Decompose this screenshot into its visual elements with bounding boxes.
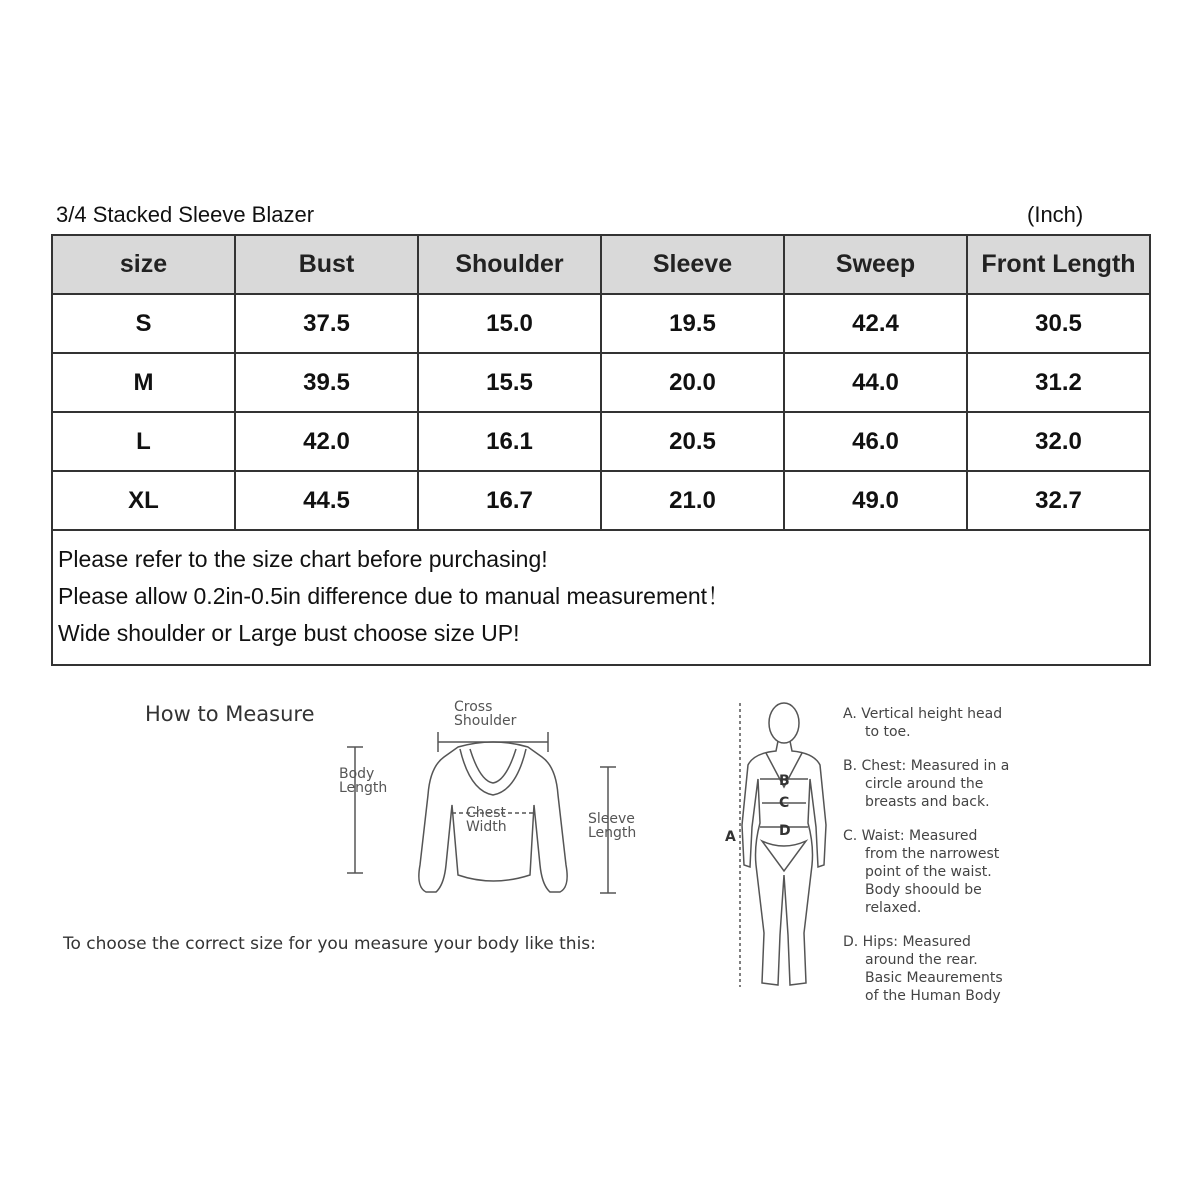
note-line: Please allow 0.2in-0.5in difference due to manual measurement！: [58, 583, 731, 609]
legend-item-c: [843, 827, 1009, 917]
chest-width-label: Chest: [466, 805, 507, 821]
table-row: [52, 353, 1150, 412]
table-cell: 46.0: [784, 412, 967, 471]
legend-line: circle around the: [865, 776, 984, 792]
body-diagram: [720, 695, 835, 995]
table-cell: 32.7: [967, 471, 1150, 530]
body-length-label: Length: [339, 780, 388, 796]
unit-label: (Inch): [1027, 202, 1084, 227]
cross-shoulder-label: Shoulder: [454, 713, 517, 729]
column-header-shoulder: Shoulder: [418, 235, 601, 294]
marker-a: A: [725, 829, 736, 845]
note-line: Wide shoulder or Large bust choose size UP!: [58, 620, 520, 646]
table-header-row: [52, 235, 1150, 294]
legend-line: A. Vertical height head: [843, 706, 1003, 722]
table-row: [52, 412, 1150, 471]
how-to-measure-title: How to Measure: [145, 702, 315, 726]
column-header-bust: Bust: [235, 235, 418, 294]
table-cell: 42.0: [235, 412, 418, 471]
product-title: 3/4 Stacked Sleeve Blazer: [56, 202, 315, 227]
notes-cell: [52, 530, 1150, 665]
column-header-size: size: [52, 235, 235, 294]
table-cell: S: [52, 294, 235, 353]
sleeve-length-label: Sleeve: [588, 811, 635, 827]
legend-item-a: [843, 705, 1009, 741]
legend-line: from the narrowest: [865, 846, 1000, 862]
legend-line: breasts and back.: [865, 794, 990, 810]
table-cell: 42.4: [784, 294, 967, 353]
legend-line: Basic Meaurements: [865, 970, 1003, 986]
legend-line: B. Chest: Measured in a: [843, 758, 1010, 774]
notes-row: [52, 530, 1150, 665]
marker-c: C: [779, 795, 790, 811]
measurement-legend: [843, 705, 1009, 1021]
cross-shoulder-label: Cross: [454, 699, 493, 715]
table-cell: XL: [52, 471, 235, 530]
table-cell: 15.0: [418, 294, 601, 353]
table-cell: 20.0: [601, 353, 784, 412]
size-chart-table: [51, 234, 1151, 666]
table-cell: 32.0: [967, 412, 1150, 471]
legend-item-d: [843, 933, 1009, 1005]
table-cell: 15.5: [418, 353, 601, 412]
legend-line: point of the waist.: [865, 864, 992, 880]
table-cell: 30.5: [967, 294, 1150, 353]
column-header-sleeve: Sleeve: [601, 235, 784, 294]
table-cell: 20.5: [601, 412, 784, 471]
note-line: Please refer to the size chart before purchasing!: [58, 546, 548, 572]
table-cell: 39.5: [235, 353, 418, 412]
table-row: [52, 294, 1150, 353]
sleeve-length-label: Length: [588, 825, 637, 841]
garment-diagram: [330, 695, 670, 910]
legend-line: D. Hips: Measured: [843, 934, 971, 950]
body-length-label: Body: [339, 766, 375, 782]
table-cell: 21.0: [601, 471, 784, 530]
measure-instruction: To choose the correct size for you measure your body like this:: [63, 934, 596, 954]
legend-line: Body shoould be: [865, 882, 982, 898]
table-cell: 37.5: [235, 294, 418, 353]
column-header-front-length: Front Length: [967, 235, 1150, 294]
table-cell: 19.5: [601, 294, 784, 353]
marker-b: B: [779, 773, 790, 789]
table-cell: 16.1: [418, 412, 601, 471]
table-cell: 44.5: [235, 471, 418, 530]
legend-item-b: [843, 757, 1009, 811]
legend-line: relaxed.: [865, 900, 922, 916]
marker-d: D: [779, 823, 791, 839]
table-cell: 31.2: [967, 353, 1150, 412]
legend-line: around the rear.: [865, 952, 978, 968]
table-row: [52, 471, 1150, 530]
table-cell: L: [52, 412, 235, 471]
table-cell: 44.0: [784, 353, 967, 412]
chest-width-label: Width: [466, 819, 507, 835]
column-header-sweep: Sweep: [784, 235, 967, 294]
table-cell: 16.7: [418, 471, 601, 530]
legend-line: of the Human Body: [865, 988, 1001, 1004]
table-cell: M: [52, 353, 235, 412]
head: [769, 703, 799, 743]
table-cell: 49.0: [784, 471, 967, 530]
legend-line: to toe.: [865, 724, 911, 740]
legend-line: C. Waist: Measured: [843, 828, 978, 844]
